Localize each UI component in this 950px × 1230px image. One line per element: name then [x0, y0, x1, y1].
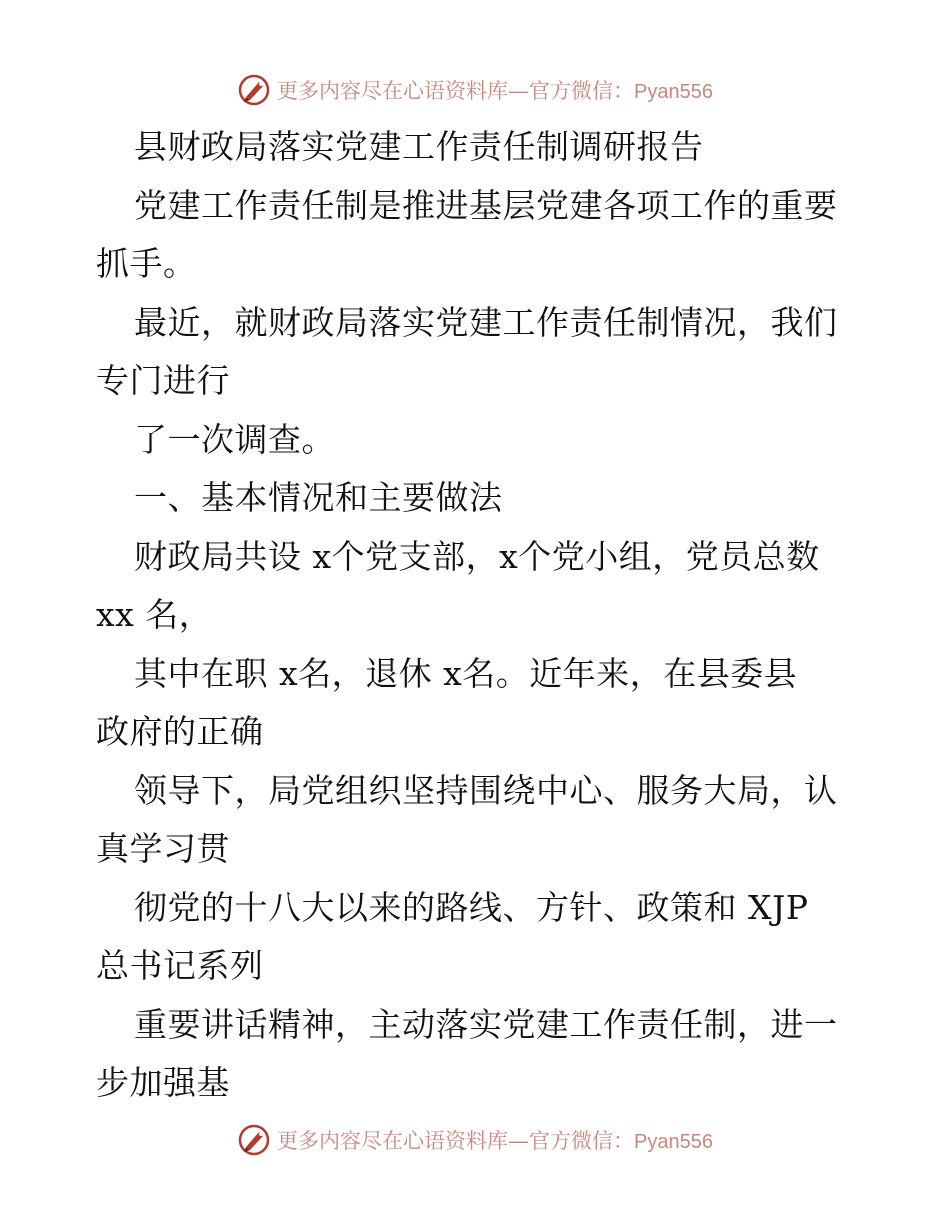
- text-line: 领导下，局党组织坚持围绕中心、服务大局，认: [134, 770, 838, 810]
- header-watermark: [0, 68, 950, 112]
- text-line: 党建工作责任制是推进基层党建各项工作的重要: [134, 185, 838, 225]
- text-line: 总书记系列: [96, 946, 264, 985]
- watermark-text: 更多内容尽在心语资料库—官方微信：Pyan556: [277, 79, 713, 103]
- text-line: 彻党的十八大以来的路线、方针、政策和 XJP: [134, 887, 809, 927]
- text-line: 专门进行: [96, 361, 230, 400]
- text-line: 最近，就财政局落实党建工作责任制情况，我们: [134, 302, 838, 342]
- text-line: 财政局共设 x个党支部，x个党小组，党员总数: [134, 536, 820, 576]
- text-line: 了一次调查。: [134, 419, 335, 459]
- text-line: 步加强基: [96, 1063, 230, 1102]
- text-line: 政府的正确: [96, 712, 264, 751]
- text-line: 抓手。: [96, 244, 197, 283]
- text-line: 一、基本情况和主要做法: [134, 478, 503, 517]
- pen-logo-icon: [237, 1123, 271, 1157]
- text-line: 真学习贯: [96, 829, 230, 868]
- document-body: [96, 118, 856, 1113]
- text-line: 重要讲话精神，主动落实党建工作责任制，进一: [134, 1004, 838, 1044]
- footer-watermark: [0, 1118, 950, 1162]
- watermark-text: 更多内容尽在心语资料库—官方微信：Pyan556: [277, 1129, 713, 1153]
- text-line: 县财政局落实党建工作责任制调研报告: [134, 127, 704, 166]
- pen-logo-icon: [237, 73, 271, 107]
- text-line: 其中在职 x名，退休 x名。近年来，在县委县: [134, 653, 798, 693]
- text-line: xx 名，: [96, 595, 213, 634]
